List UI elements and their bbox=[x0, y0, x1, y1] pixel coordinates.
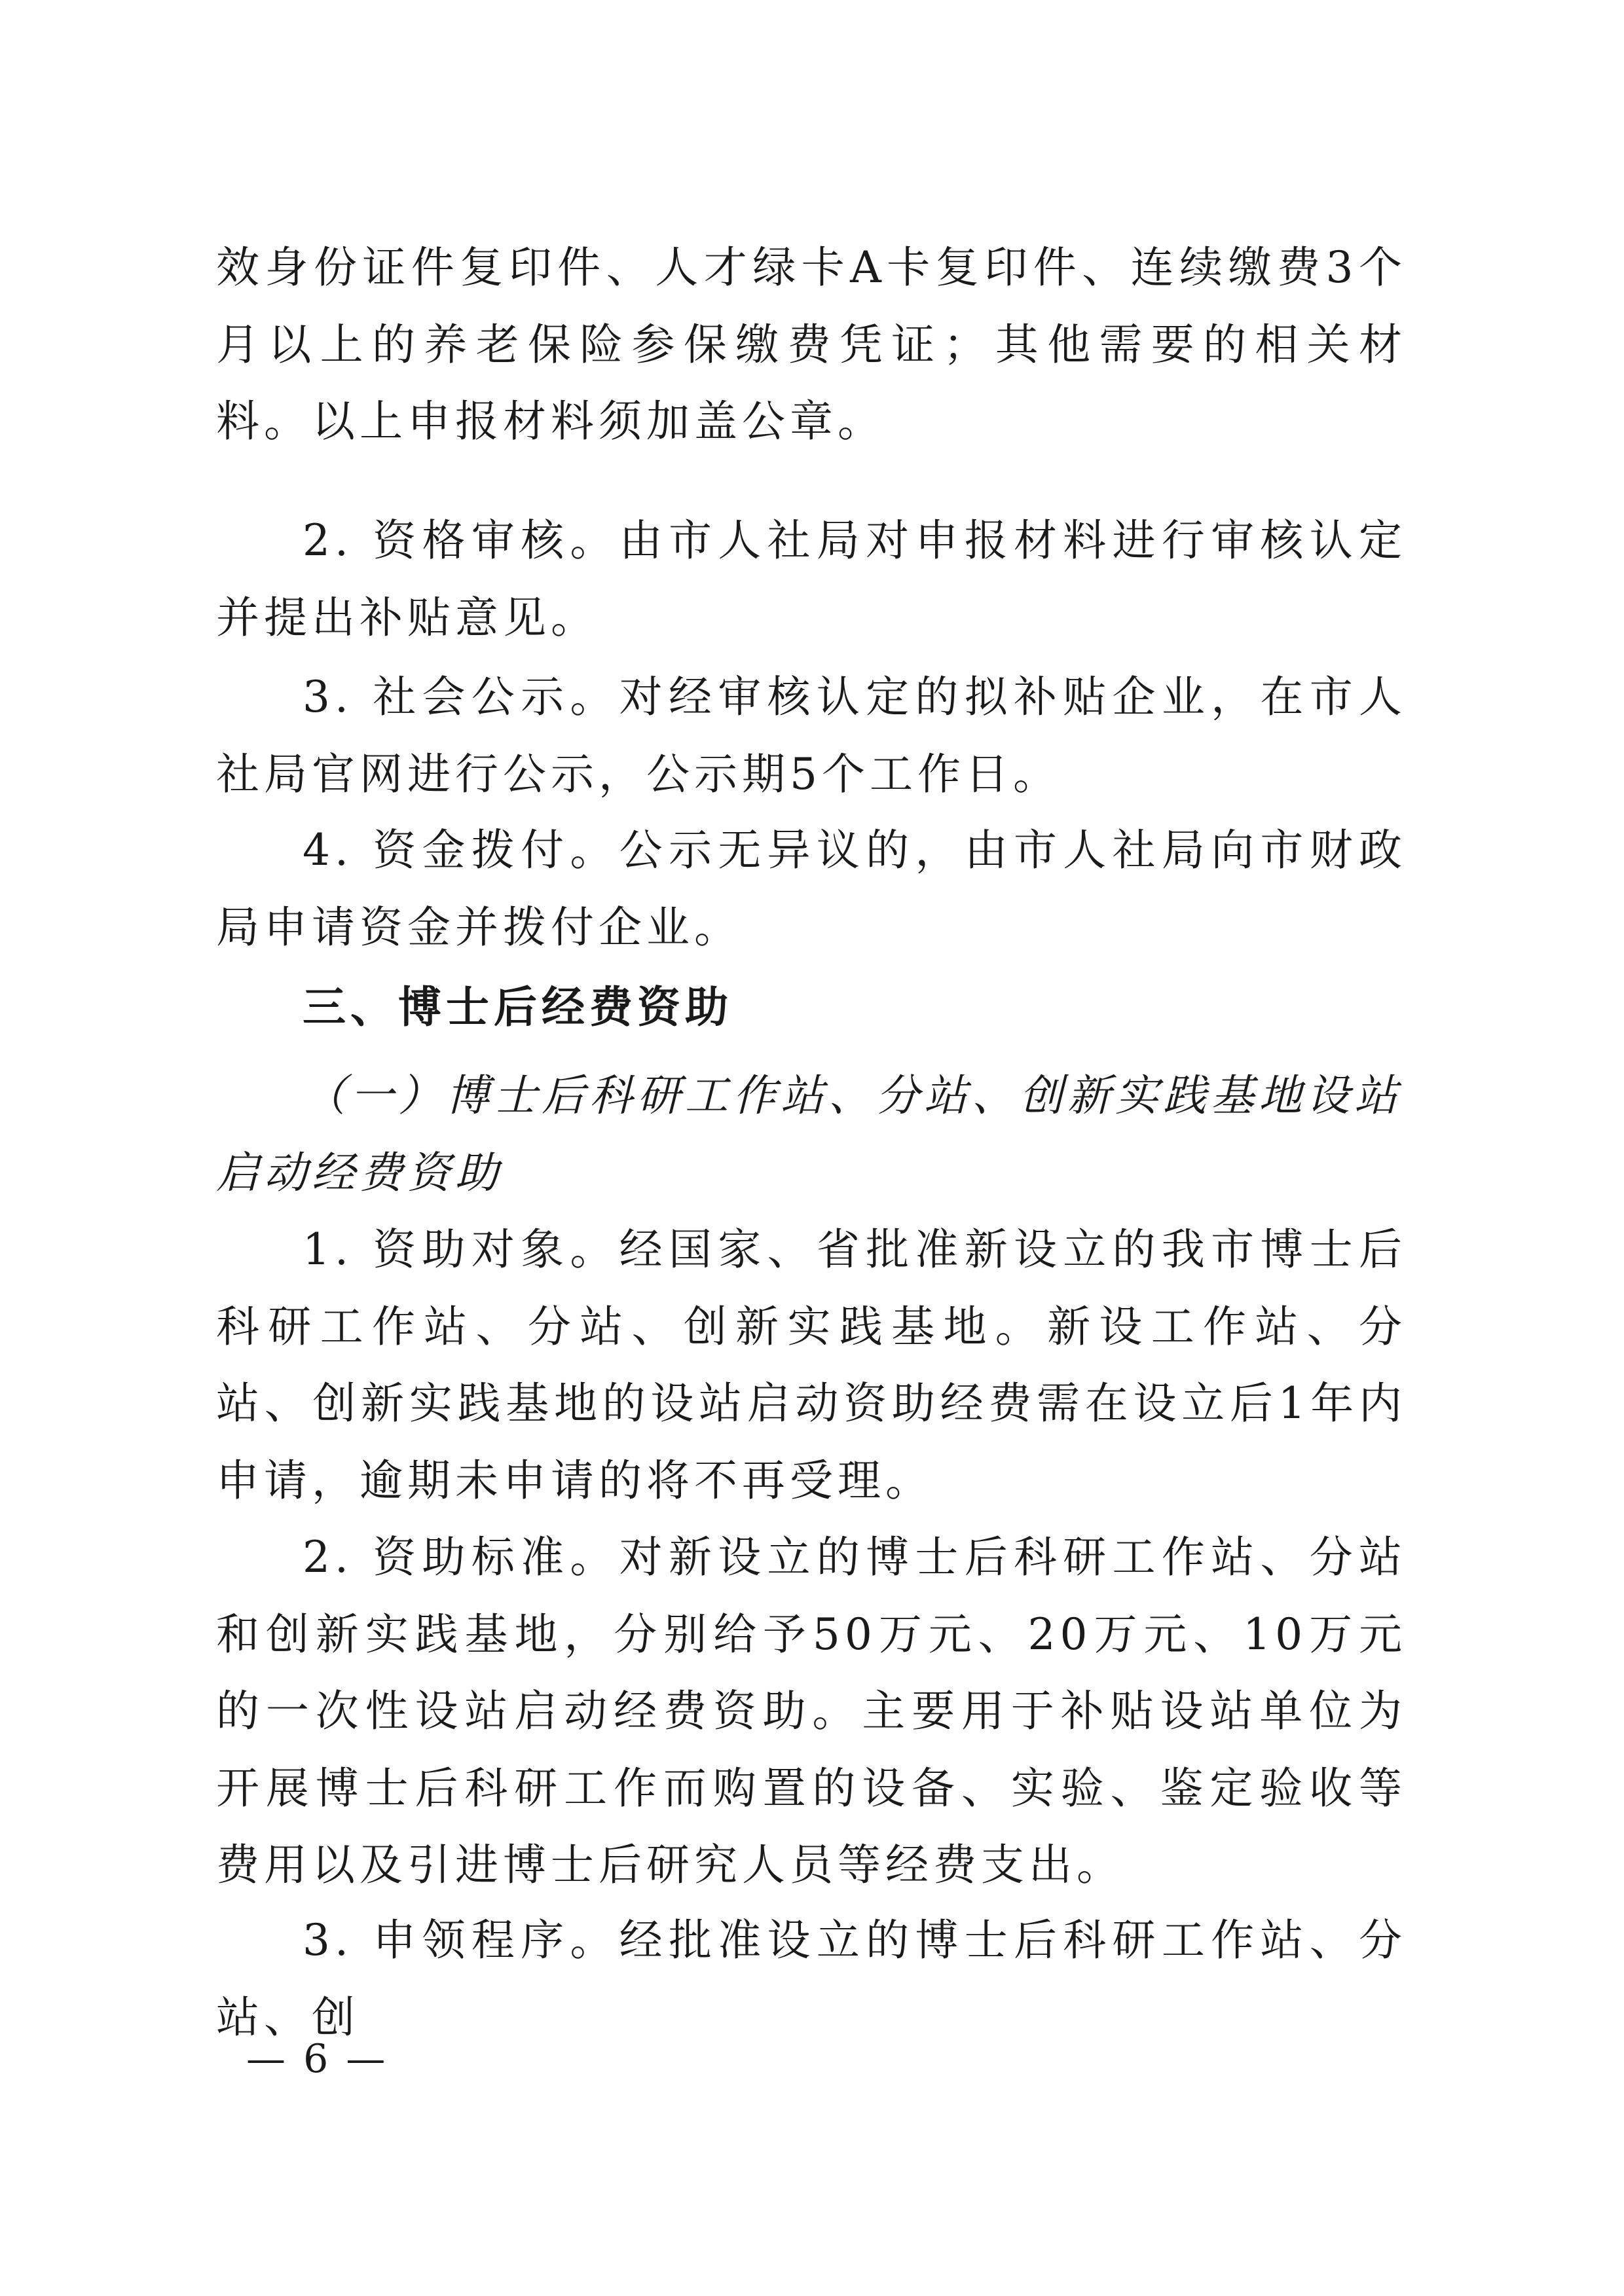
paragraph-public-notice: 3. 社会公示。对经审核认定的拟补贴企业，在市人社局官网进行公示，公示期5个工作日。 bbox=[216, 672, 1407, 799]
paragraph-application-procedure: 3. 申领程序。经批准设立的博士后科研工作站、分站、创 bbox=[216, 1915, 1407, 2043]
paragraph-qualification-review: 2. 资格审核。由市人社局对申报材料进行审核认定并提出补贴意见。 bbox=[216, 515, 1407, 643]
section-heading-postdoc-funding: 三、博士后经费资助 bbox=[303, 982, 733, 1032]
page-number: — 6 — bbox=[246, 2036, 388, 2082]
paragraph-funding-standard: 2. 资助标准。对新设立的博士后科研工作站、分站和创新实践基地，分别给予50万元、20万元、10万元的一次性设站启动经费资助。主要用于补贴设站单位为开展博士后科研工作而购置的设备、实验、鉴定验收等费用以及引进博士后研究人员等经费支出。 bbox=[216, 1532, 1407, 1890]
paragraph-fund-disbursement: 4. 资金拨付。公示无异议的，由市人社局向市财政局申请资金并拨付企业。 bbox=[216, 825, 1407, 953]
subsection-heading-station-startup-funding: （一）博士后科研工作站、分站、创新实践基地设站启动经费资助 bbox=[216, 1070, 1402, 1198]
paragraph-funding-target: 1. 资助对象。经国家、省批准新设立的我市博士后科研工作站、分站、创新实践基地。新设工作站、分站、创新实践基地的设站启动资助经费需在设立后1年内申请，逾期未申请的将不再受理。 bbox=[216, 1224, 1407, 1506]
paragraph-materials-continued: 效身份证件复印件、人才绿卡A卡复印件、连续缴费3个月以上的养老保险参保缴费凭证；其他需要的相关材料。以上申报材料须加盖公章。 bbox=[216, 242, 1407, 446]
